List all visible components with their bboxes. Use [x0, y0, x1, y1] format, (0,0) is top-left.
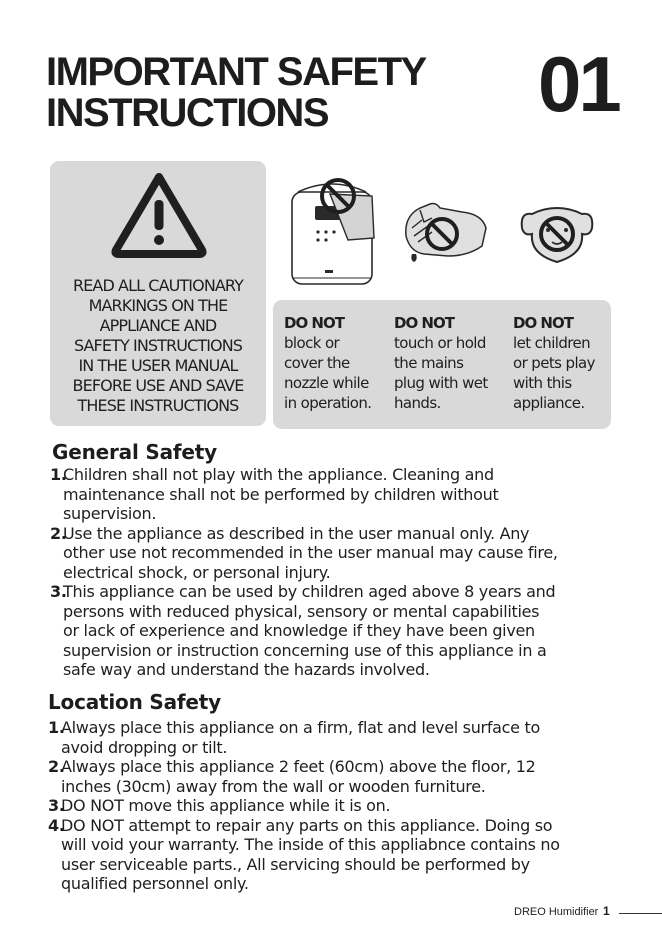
- page-title: [46, 52, 426, 134]
- location-safety-heading: Location Safety: [48, 690, 221, 714]
- rule-nozzle: [284, 313, 386, 413]
- title-line-2: INSTRUCTIONS: [46, 91, 328, 135]
- item-line: safe way and understand the hazards involved.: [63, 660, 430, 679]
- rule-line: let children: [513, 334, 591, 352]
- item-number: 2.: [48, 757, 65, 776]
- rule-line: appliance.: [513, 394, 585, 412]
- warning-line: SAFETY INSTRUCTIONS: [73, 336, 243, 355]
- title-line-1: IMPORTANT SAFETY: [46, 50, 426, 94]
- item-line: DO NOT move this appliance while it is on.: [61, 796, 391, 815]
- warning-line: THESE INSTRUCTIONS: [77, 396, 239, 415]
- rule-plug: [394, 313, 506, 413]
- item-line: Children shall not play with the appliance. Cleaning and: [63, 465, 494, 484]
- item-line: supervision or instruction concerning use of this appliance in a: [63, 640, 547, 660]
- list-item: [48, 796, 623, 816]
- footer-rule: [619, 913, 662, 914]
- footer-brand: DREO Humidifier: [514, 906, 599, 918]
- item-number: 4.: [48, 815, 65, 835]
- item-line: Always place this appliance 2 feet (60cm) above the floor, 12: [61, 757, 536, 776]
- blocked-nozzle-icon: [288, 174, 380, 288]
- no-pets-icon: [518, 204, 596, 268]
- rule-line: hands.: [394, 394, 441, 412]
- item-line: or lack of experience and knowledge if they have been given: [63, 621, 535, 640]
- item-line: will void your warranty. The inside of this appliabnce contains no: [61, 835, 560, 854]
- rule-pets: [513, 313, 609, 413]
- list-item: [48, 757, 623, 796]
- warning-line: MARKINGS ON THE: [88, 296, 228, 315]
- item-line: qualified personnel only.: [61, 874, 249, 893]
- item-number: 3.: [50, 582, 67, 601]
- list-item: [50, 582, 620, 680]
- rule-heading: DO NOT: [284, 314, 344, 332]
- warning-triangle-icon: [109, 170, 209, 258]
- item-number: 1.: [50, 465, 67, 484]
- item-line: electrical shock, or personal injury.: [63, 562, 331, 582]
- warning-text: [50, 276, 266, 416]
- chapter-number: 01: [538, 40, 619, 128]
- item-number: 3.: [48, 796, 65, 815]
- wet-hands-plug-icon: [398, 198, 490, 268]
- rule-line: nozzle while: [284, 374, 369, 392]
- item-number: 1.: [48, 718, 65, 737]
- item-line: user serviceable parts., All servicing should be performed by: [61, 854, 530, 874]
- item-line: Use the appliance as described in the user manual only. Any: [63, 523, 530, 543]
- rule-line: or pets play: [513, 354, 595, 372]
- warning-line: IN THE USER MANUAL: [78, 356, 238, 375]
- rule-line: cover the: [284, 354, 350, 372]
- rule-heading: DO NOT: [513, 314, 573, 332]
- list-item: [50, 465, 620, 524]
- rule-line: block or: [284, 334, 340, 352]
- warning-line: APPLIANCE AND: [99, 316, 217, 335]
- warning-line: READ ALL CAUTIONARY: [72, 276, 244, 295]
- warning-line: BEFORE USE AND SAVE: [72, 376, 244, 395]
- item-line: supervision.: [63, 504, 157, 523]
- list-item: [48, 718, 623, 757]
- item-line: This appliance can be used by children aged above 8 years and: [63, 582, 556, 601]
- item-line: Always place this appliance on a firm, flat and level surface to: [61, 718, 540, 737]
- rule-line: the mains: [394, 354, 464, 372]
- item-line: persons with reduced physical, sensory or mental capabilities: [63, 601, 540, 621]
- item-line: other use not recommended in the user manual may cause fire,: [63, 543, 558, 562]
- item-line: inches (30cm) away from the wall or wooden furniture.: [61, 776, 486, 796]
- general-safety-heading: General Safety: [52, 440, 217, 464]
- rule-line: with this: [513, 374, 572, 392]
- page-number: 1: [603, 904, 610, 918]
- rule-line: in operation.: [284, 394, 372, 412]
- location-safety-list: [48, 718, 623, 894]
- rule-heading: DO NOT: [394, 314, 454, 332]
- item-line: maintenance shall not be performed by children without: [63, 484, 499, 504]
- list-item: [50, 524, 620, 583]
- item-number: 2.: [50, 523, 67, 543]
- general-safety-list: [50, 465, 620, 680]
- item-line: avoid dropping or tilt.: [61, 737, 228, 757]
- list-item: [48, 816, 623, 894]
- item-line: DO NOT attempt to repair any parts on this appliance. Doing so: [61, 815, 553, 835]
- rule-line: plug with wet: [394, 374, 488, 392]
- rule-line: touch or hold: [394, 334, 486, 352]
